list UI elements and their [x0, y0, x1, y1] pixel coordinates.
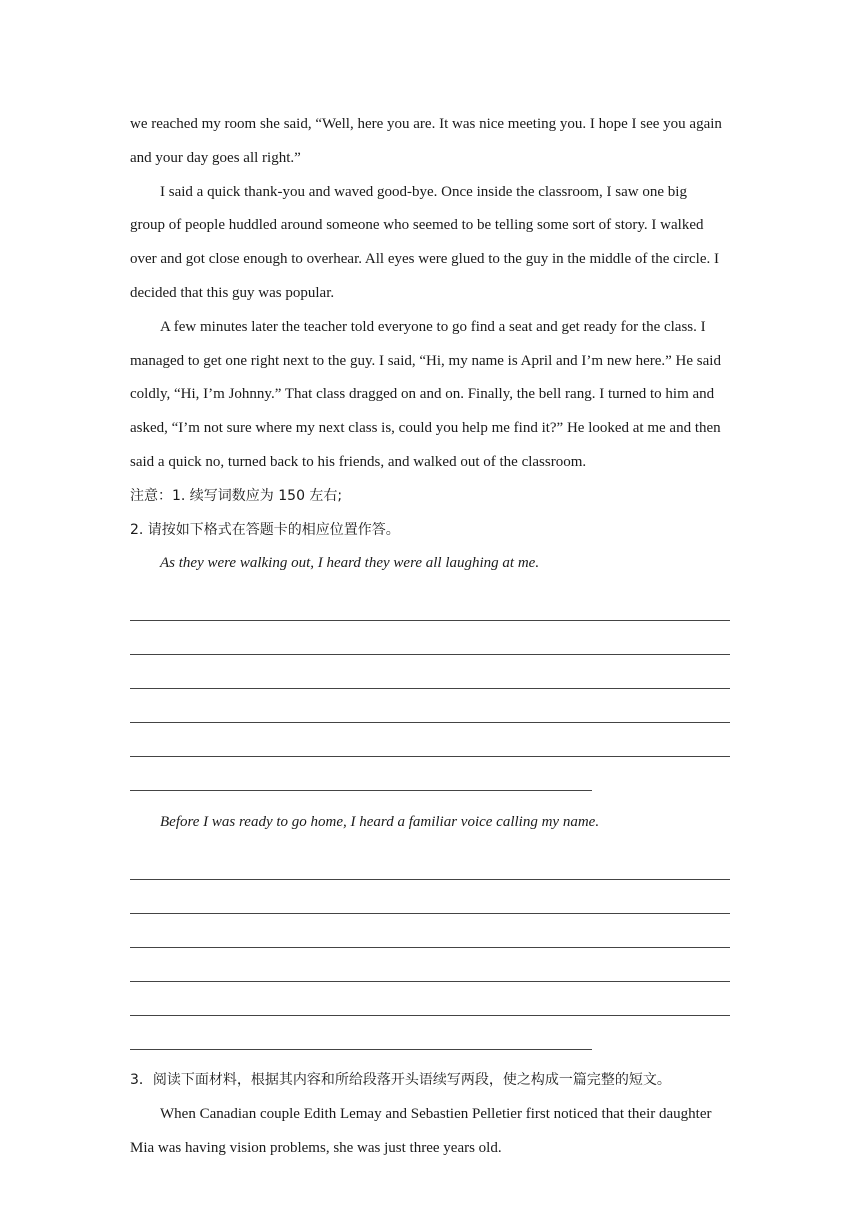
- story-paragraph-1-line-2: and your day goes all right.”: [130, 149, 301, 166]
- story-paragraph-3-line-5: said a quick no, turned back to his friends, and walked out of the classroom.: [130, 453, 587, 470]
- question-3-text-line-1: When Canadian couple Edith Lemay and Sebastien Pelletier first noticed that their daughter: [160, 1105, 712, 1122]
- answer-line: [130, 1015, 730, 1016]
- continuation-prompt-2: Before I was ready to go home, I heard a familiar voice calling my name.: [160, 814, 600, 831]
- answer-line: [130, 947, 730, 948]
- answer-line: [130, 756, 730, 757]
- answer-line: [130, 654, 730, 655]
- answer-line: [130, 688, 730, 689]
- story-paragraph-2-line-4: decided that this guy was popular.: [130, 284, 335, 301]
- story-paragraph-1-line-1: we reached my room she said, “Well, here you are. It was nice meeting you. I hope I see you again: [130, 116, 722, 132]
- answer-line: [130, 620, 730, 621]
- answer-line: [130, 913, 730, 914]
- answer-line: [130, 981, 730, 982]
- answer-line: [130, 722, 730, 723]
- answer-line: [130, 790, 592, 791]
- story-paragraph-3-line-3: coldly, “Hi, I’m Johnny.” That class dragged on and on. Finally, the bell rang. I turned to him and: [130, 386, 715, 403]
- answer-lines-1: [130, 581, 730, 791]
- story-paragraph-3-line-1: A few minutes later the teacher told everyone to go find a seat and get ready for the class. I: [160, 318, 706, 335]
- question-3-text-line-2: Mia was having vision problems, she was just three years old.: [130, 1139, 502, 1156]
- note-word-count: 注意：1. 续写词数应为 150 左右;: [130, 487, 343, 504]
- answer-line: [130, 1049, 592, 1050]
- answer-line: [130, 879, 730, 880]
- question-3-instruction: 3．阅读下面材料，根据其内容和所给段落开头语续写两段，使之构成一篇完整的短文。: [130, 1071, 671, 1088]
- document-page: [130, 108, 730, 1165]
- story-paragraph-3-line-2: managed to get one right next to the guy. I said, “Hi, my name is April and I’m new here.” He said: [130, 352, 721, 369]
- story-paragraph-2-line-3: over and got close enough to overhear. All eyes were glued to the guy in the middle of the circle. I: [130, 251, 719, 268]
- story-paragraph-2-line-1: I said a quick thank-you and waved good-bye. Once inside the classroom, I saw one big: [160, 183, 687, 200]
- story-paragraph-2-line-2: group of people huddled around someone who seemed to be telling some sort of story. I walked: [130, 217, 704, 234]
- continuation-prompt-1: As they were walking out, I heard they were all laughing at me.: [160, 555, 540, 572]
- answer-lines-2: [130, 840, 730, 1050]
- story-paragraph-3-line-4: asked, “I’m not sure where my next class is, could you help me find it?” He looked at me and then: [130, 420, 721, 437]
- note-format: 2. 请按如下格式在答题卡的相应位置作答。: [130, 521, 400, 538]
